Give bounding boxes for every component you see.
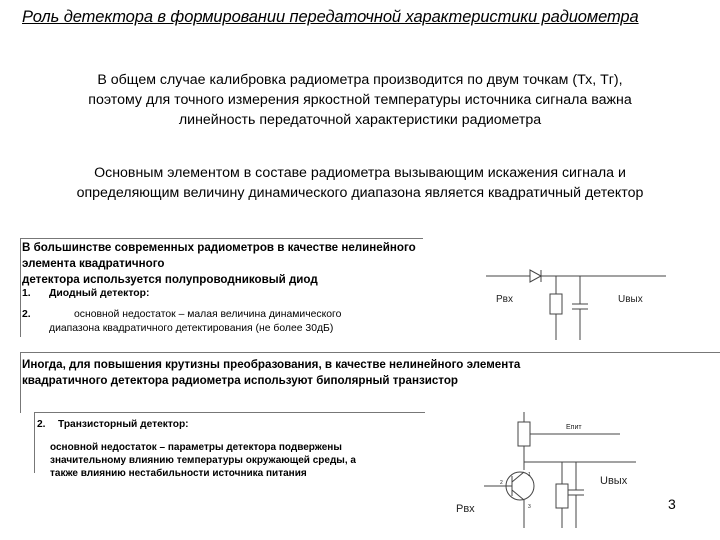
transistor-desc-line: значительному влиянию температуры окружающей среды, а xyxy=(50,455,356,466)
diode-output-label: Uвых xyxy=(618,294,643,305)
diode-detector-circuit xyxy=(484,262,684,344)
transistor-desc-line: также влиянию нестабильности источника питания xyxy=(50,468,307,479)
resistor-symbol xyxy=(518,422,530,446)
transistor-item-text: Транзисторный детектор: xyxy=(58,419,189,430)
transistor-input-label: Pвх xyxy=(456,503,475,515)
main-element-line: определяющим величину динамического диапазона является квадратичный детектор xyxy=(76,185,644,201)
pin-label: 1 xyxy=(528,472,531,478)
transistor-section-lead xyxy=(22,357,662,389)
diode-item1-number: 1. xyxy=(22,288,31,299)
diode-symbol xyxy=(530,270,541,282)
diode-lead-line: В большинстве современных радиометров в качестве нелинейного элемента квадратичного xyxy=(22,241,416,270)
diode-input-label: Pвх xyxy=(496,294,513,305)
intro-line: В общем случае калибровка радиометра производится по двум точкам (Тх, Тг), xyxy=(97,72,623,88)
resistor-symbol xyxy=(550,294,562,314)
transistor-output-label: Uвых xyxy=(600,475,628,487)
slide-title: Роль детектора в формировании передаточной характеристики радиометра xyxy=(22,8,639,26)
transistor-item-description xyxy=(50,441,425,480)
diode-lead-line: детектора используется полупроводниковый диод xyxy=(22,273,318,286)
diode-section-lead xyxy=(22,240,422,288)
supply-label: Eпит xyxy=(566,424,582,431)
transistor-item-number: 2. xyxy=(37,419,46,430)
diode-item2-line1: основной недостаток – малая величина динамического xyxy=(74,309,342,320)
main-element-paragraph xyxy=(2,163,718,203)
resistor-symbol xyxy=(556,484,568,508)
intro-paragraph xyxy=(20,70,700,130)
diode-item2-number: 2. xyxy=(22,309,31,320)
transistor-lead-line: квадратичного детектора радиометра используют биполярный транзистор xyxy=(22,374,458,387)
intro-line: поэтому для точного измерения яркостной температуры источника сигнала важна xyxy=(88,92,632,108)
intro-line: линейность передаточной характеристики радиометра xyxy=(178,112,542,128)
transistor-detector-circuit xyxy=(440,404,672,536)
pin-label: 2 xyxy=(500,480,503,486)
diode-item2-line2: диапазона квадратичного детектирования (не более 30дБ) xyxy=(49,323,334,334)
main-element-line: Основным элементом в составе радиометра вызывающим искажения сигнала и xyxy=(94,165,626,181)
diode-item1-text: Диодный детектор: xyxy=(49,288,150,299)
pin-label: 3 xyxy=(528,504,531,510)
page-number: 3 xyxy=(668,496,676,512)
transistor-lead-line: Иногда, для повышения крутизны преобразования, в качестве нелинейного элемента xyxy=(22,358,521,371)
transistor-desc-line: основной недостаток – параметры детектора подвержены xyxy=(50,442,342,453)
